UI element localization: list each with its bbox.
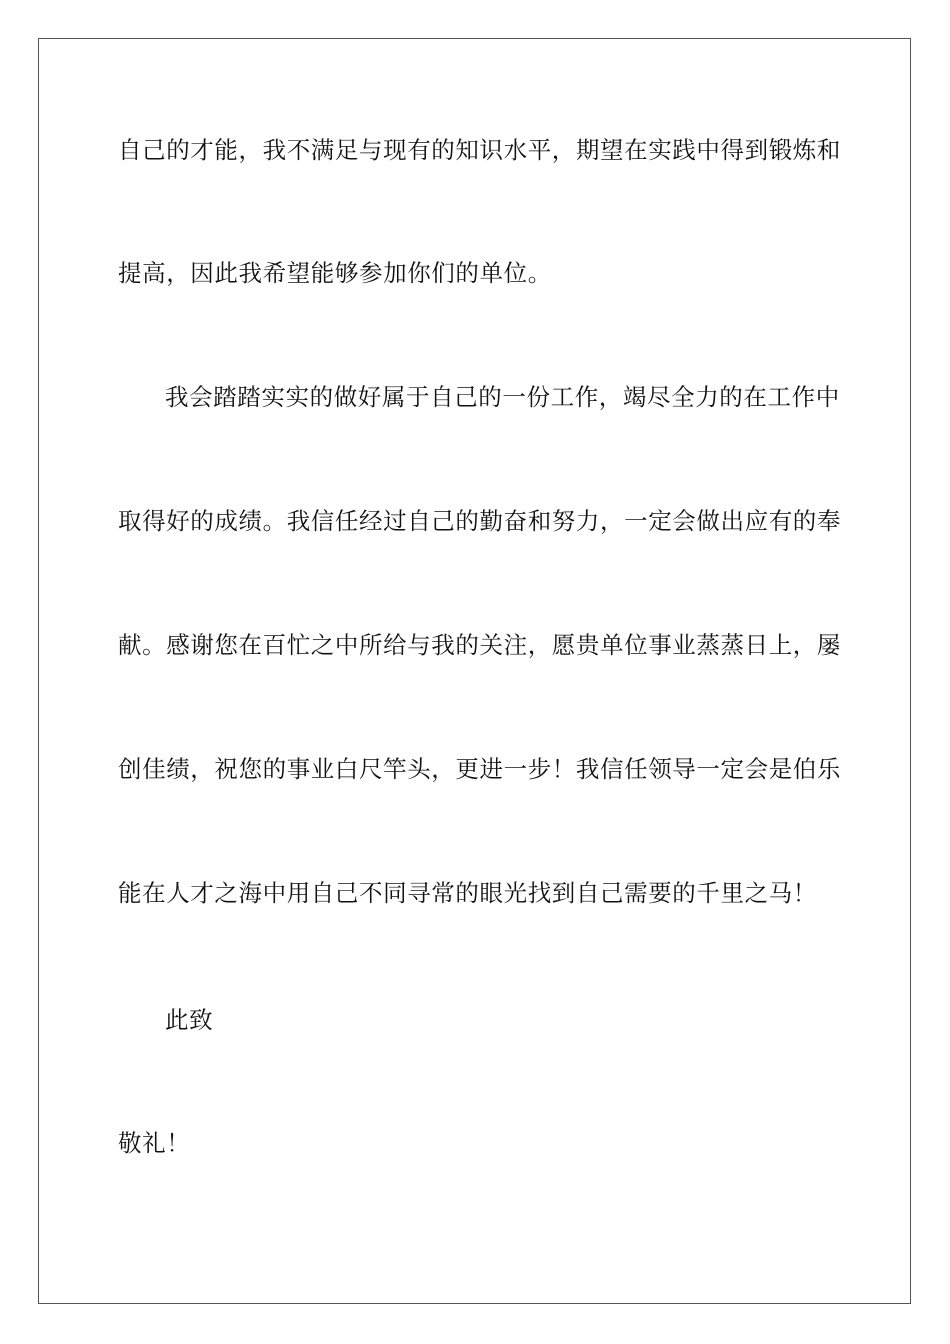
- body-line-5: 献。感谢您在百忙之中所给与我的关注，愿贵单位事业蒸蒸日上，屡: [118, 631, 841, 659]
- page-border: [38, 38, 911, 1304]
- body-line-6: 创佳绩，祝您的事业白尺竿头，更进一步！我信任领导一定会是伯乐: [118, 755, 841, 783]
- body-line-7: 能在人才之海中用自己不同寻常的眼光找到自己需要的千里之马！: [118, 879, 817, 907]
- salutation-line: 敬礼！: [118, 1129, 191, 1157]
- body-line-3: 我会踏踏实实的做好属于自己的一份工作，竭尽全力的在工作中: [165, 383, 840, 411]
- body-line-1: 自己的才能，我不满足与现有的知识水平，期望在实践中得到锻炼和: [118, 136, 841, 164]
- closing-line: 此致: [165, 1006, 214, 1034]
- body-line-2: 提高，因此我希望能够参加你们的单位。: [118, 259, 552, 287]
- body-line-4: 取得好的成绩。我信任经过自己的勤奋和努力，一定会做出应有的奉: [118, 507, 841, 535]
